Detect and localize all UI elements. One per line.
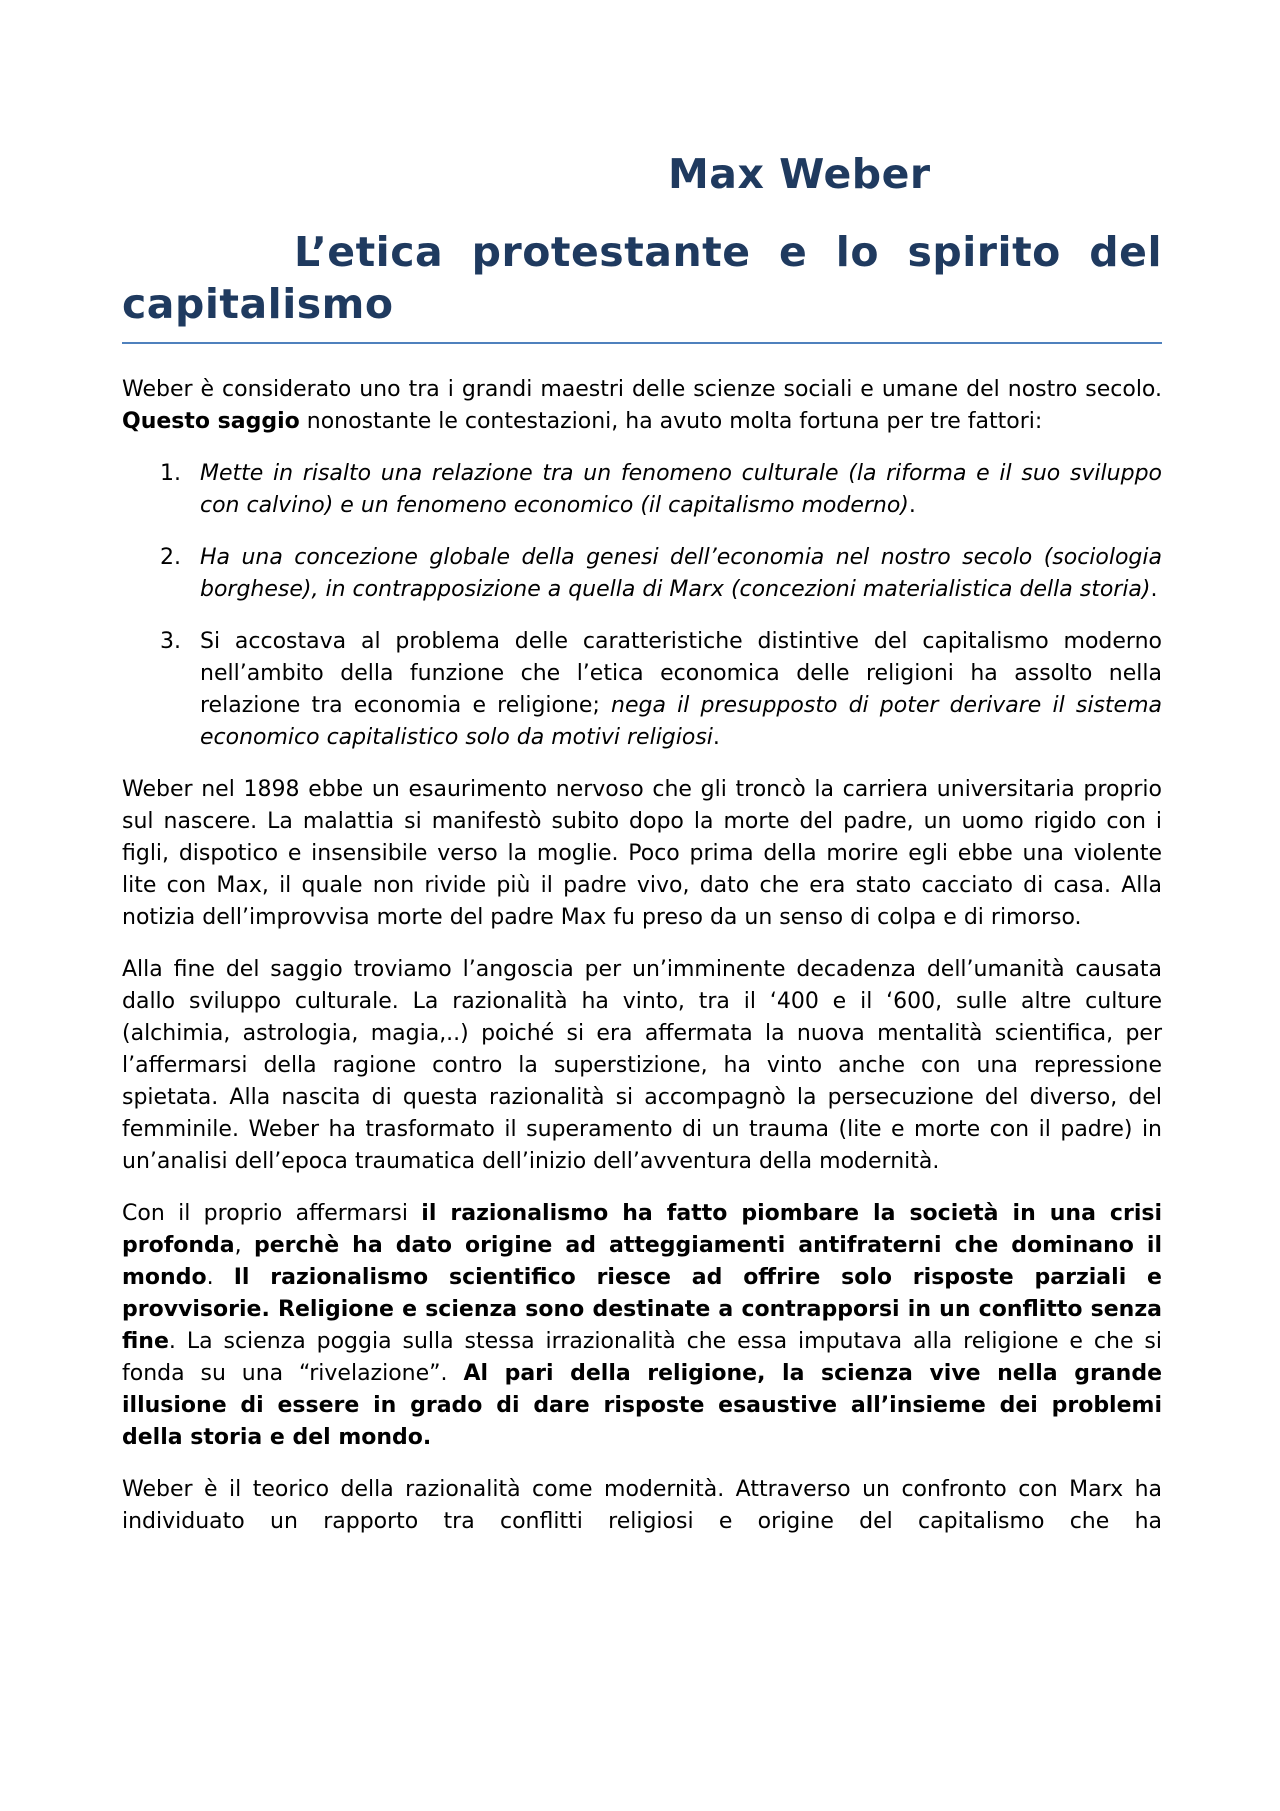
intro-text-c: nonostante le contestazioni, ha avuto molta fortuna per tre fattori: bbox=[299, 409, 1043, 434]
list-item bbox=[122, 626, 1162, 754]
title-rule bbox=[122, 342, 1162, 344]
list-item-end: . bbox=[908, 493, 916, 518]
rationalism-bold-1: il razionalismo ha fatto piombare la società in una crisi profonda bbox=[122, 1201, 1162, 1258]
list-item-end: . bbox=[1150, 577, 1158, 602]
list-item-italic: nega il presupposto di poter derivare il sistema economico capitalistico solo da motivi religiosi bbox=[200, 693, 1162, 750]
document-subtitle: L’etica protestante e lo spirito del capitalismo bbox=[122, 228, 1162, 328]
list-item-text: Mette in risalto una relazione tra un fenomeno culturale (la riforma e il suo sviluppo con calvino) e un fenomeno economico (il capitalismo moderno) bbox=[200, 461, 1162, 518]
list-number: 1. bbox=[160, 461, 181, 486]
rationalism-bold-2: perchè ha dato origine ad atteggiamenti antifraterni che dominano il mondo bbox=[122, 1233, 1162, 1290]
rationalism-paragraph bbox=[122, 1198, 1162, 1454]
anguish-paragraph: Alla fine del saggio troviamo l’angoscia per un’imminente decadenza dell’umanità causata dallo sviluppo culturale. La razionalità ha vinto, tra il ‘400 e il ‘600, sulle altre culture (alchimia, astrologia, magia,..) poiché si era affermata la nuova mentalità scientifica, per l’affermarsi della ragione contro la superstizione, ha vinto anche con una repressione spietata. Alla nascita di questa razionalità si accompagnò la persecuzione del diverso, del femminile. Weber ha trasformato il superamento di un trauma (lite e morte con il padre) in un’analisi dell’epoca traumatica dell’inizio dell’avventura della modernità. bbox=[122, 957, 1162, 1174]
rationalism-text-4: . La scienza poggia sulla stessa irrazionalità che essa imputava alla religione e che si fonda su una “rivelazione”. bbox=[122, 1329, 1162, 1386]
list-item bbox=[122, 458, 1162, 522]
list-number: 2. bbox=[160, 545, 181, 570]
rationalism-bold-3: Il razionalismo scientifico riesce ad offrire solo risposte parziali e provvisorie. Religione e scienza sono destinate a contrapporsi in un conflitto senza fine bbox=[122, 1265, 1162, 1354]
list-number: 3. bbox=[160, 629, 181, 654]
list-item-end: . bbox=[712, 725, 720, 750]
intro-text-a: Weber è considerato uno tra i grandi maestri delle scienze sociali e umane del nostro secolo. bbox=[122, 377, 1162, 402]
document-title: Max Weber bbox=[668, 150, 931, 198]
biography-paragraph: Weber nel 1898 ebbe un esaurimento nervoso che gli troncò la carriera universitaria proprio sul nascere. La malattia si manifestò subito dopo la morte del padre, un uomo rigido con i figli, dispotico e insensibile verso la moglie. Poco prima della morire egli ebbe una violente lite con Max, il quale non rivide più il padre vivo, dato che era stato cacciato di casa. Alla notizia dell’improvvisa morte del padre Max fu preso da un senso di colpa e di rimorso. bbox=[122, 777, 1162, 930]
rationalism-text-3: . bbox=[206, 1265, 234, 1290]
list-item bbox=[122, 542, 1162, 606]
list-item-text: Ha una concezione globale della genesi dell’economia nel nostro secolo (sociologia borghese), in contrapposizione a quella di Marx (concezioni materialistica della storia) bbox=[200, 545, 1162, 602]
intro-paragraph bbox=[122, 374, 1162, 438]
intro-bold: Questo saggio bbox=[122, 409, 300, 434]
rationalism-bold-4: Al pari della religione, la scienza vive nella grande illusione di essere in grado di dare risposte esaustive all’insieme dei problemi della storia e del mondo. bbox=[122, 1361, 1162, 1450]
factors-list bbox=[122, 458, 1162, 754]
rationalism-text-1: Con il proprio affermarsi bbox=[122, 1201, 422, 1226]
list-item-text: Si accostava al problema delle caratteristiche distintive del capitalismo moderno nell’ambito della funzione che l’etica economica delle religioni ha assolto nella relazione tra economia e religione; bbox=[200, 629, 1162, 718]
last-paragraph: Weber è il teorico della razionalità come modernità. Attraverso un confronto con Marx ha individuato un rapporto tra conflitti religiosi e origine del capitalismo che ha bbox=[122, 1477, 1162, 1534]
rationalism-text-2: , bbox=[234, 1233, 255, 1258]
